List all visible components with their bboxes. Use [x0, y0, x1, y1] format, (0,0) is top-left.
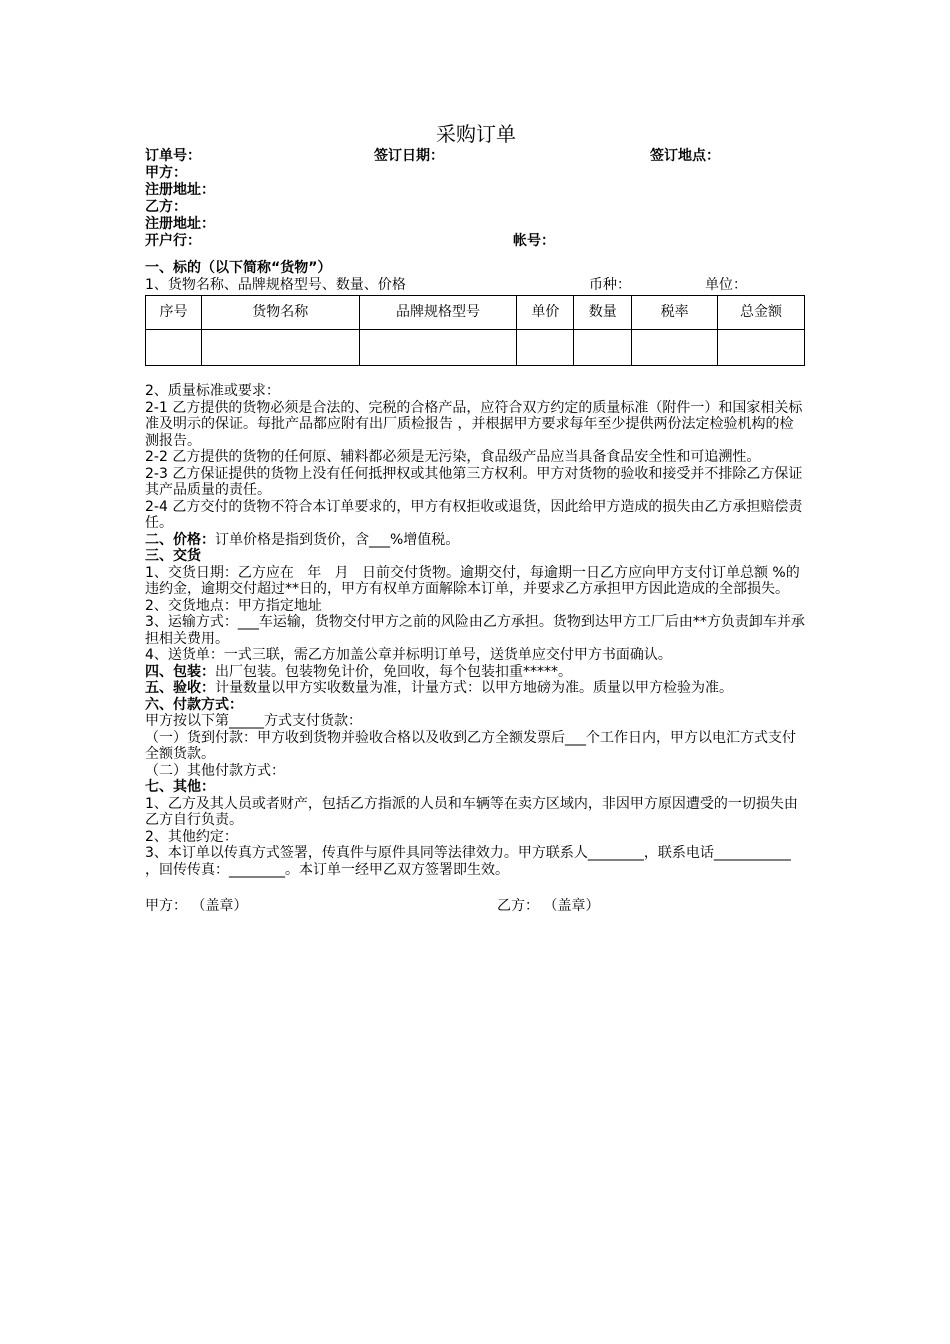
delivery-heading: 三、交货 [145, 548, 201, 564]
unit-label: 单位： [705, 277, 747, 293]
sign-date-label: 签订日期： [374, 148, 444, 164]
party-a-label: 甲方： [145, 165, 187, 181]
payment-option-2: （二）其他付款方式： [145, 762, 285, 779]
price-section [145, 532, 807, 549]
column-header: 货物名称 [201, 296, 359, 330]
sign-place-label: 签订地点： [650, 148, 720, 164]
party-b-label: 乙方： [145, 199, 187, 215]
other-clause-2: 2、其他约定： [145, 828, 238, 845]
table-cell[interactable] [201, 330, 359, 366]
header-row-1 [145, 148, 807, 165]
other-clause-1: 1、乙方及其人员或者财产，包括乙方指派的人员和车辆等在卖方区域内，非因甲方原因遭受的一切损失由乙方自行负责。 [145, 795, 798, 828]
order-no-label: 订单号： [145, 148, 201, 164]
packaging-section [145, 664, 807, 681]
column-header: 总金额 [718, 296, 805, 330]
quality-clause-1: 2-1 乙方提供的货物必须是合法的、完税的合格产品，应符合双方约定的质量标准（附件一）和国家相关标准及明示的保证。每批产品都应附有出厂质检报告 ，并根据甲方要求每年至少提供两份法定检验机构的检测报告。 [145, 399, 803, 449]
quality-clause-3: 2-3 乙方保证提供的货物上没有任何抵押权或其他第三方权利。甲方对货物的验收和接受并不排除乙方保证其产品质量的责任。 [145, 465, 803, 498]
delivery-clause-4: 4、送货单：一式三联，需乙方加盖公章并标明订单号，送货单应交付甲方书面确认。 [145, 647, 672, 663]
table-cell[interactable] [517, 330, 574, 366]
quality-heading: 2、质量标准或要求： [145, 383, 280, 399]
purchase-order-document [145, 120, 807, 916]
column-header: 品牌规格型号 [359, 296, 517, 330]
party-b-signature: 乙方： （盖章） [497, 898, 600, 914]
table-row [146, 330, 805, 366]
quality-clause-2: 2-2 乙方提供的货物的任何原、辅料都必须是无污染，食品级产品应当具备食品安全性和可追溯性。 [145, 449, 761, 465]
table-cell[interactable] [359, 330, 517, 366]
delivery-clause-1: 1、交货日期：乙方应在 年 月 日前交付货物。逾期交付，每逾期一日乙方应向甲方支付订单总额 %的违约金，逾期交付超过**日的，甲方有权单方面解除本订单，并要求乙方承担甲方因此造成的全部损失。 [145, 564, 800, 597]
reg-address-a-label: 注册地址： [145, 182, 215, 198]
payment-heading: 六、付款方式： [145, 696, 243, 713]
reg-address-b-label: 注册地址： [145, 216, 215, 232]
price-text: 订单价格是指到货价，含___%增值税。 [215, 531, 460, 548]
table-cell[interactable] [632, 330, 718, 366]
party-a-signature: 甲方： （盖章） [145, 898, 248, 914]
delivery-clause-3: 3、运输方式：___车运输，货物交付甲方之前的风险由乙方承担。货物到达甲方工厂后由**方负责卸车并承担相关费用。 [145, 614, 805, 647]
delivery-clause-2: 2、交货地点：甲方指定地址 [145, 597, 322, 614]
packaging-text: 出厂包装。包装物免计价，免回收，每个包装扣重*****。 [215, 663, 572, 680]
signature-row [145, 898, 807, 916]
account-label: 帐号： [513, 233, 555, 249]
column-header: 序号 [146, 296, 202, 330]
goods-subheading: 1、货物名称、品牌规格型号、数量、价格 [145, 277, 406, 293]
acceptance-section [145, 680, 807, 697]
column-header: 税率 [632, 296, 718, 330]
acceptance-text: 计量数量以甲方实收数量为准，计量方式：以甲方地磅为准。质量以甲方检验为准。 [215, 680, 733, 696]
table-header-row [146, 296, 805, 330]
page-title: 采购订单 [436, 122, 516, 146]
price-heading: 二、价格： [145, 531, 215, 548]
packaging-heading: 四、包装： [145, 663, 215, 680]
goods-table [145, 295, 805, 366]
section1-heading: 一、标的（以下简称“货物”） [145, 260, 332, 276]
column-header: 数量 [574, 296, 632, 330]
bank-row [145, 233, 807, 250]
column-header: 单价 [517, 296, 574, 330]
quality-clause-4: 2-4 乙方交付的货物不符合本订单要求的，甲方有权拒收或退货，因此给甲方造成的损失由乙方承担赔偿责任。 [145, 498, 803, 531]
table-cell[interactable] [574, 330, 632, 366]
payment-option-1: （一）货到付款：甲方收到货物并验收合格以及收到乙方全额发票后___个工作日内，甲方以电汇方式支付全额货款。 [145, 729, 796, 762]
goods-subheading-row [145, 277, 807, 294]
payment-intro: 甲方按以下第_____方式支付货款： [145, 713, 362, 729]
table-cell[interactable] [718, 330, 805, 366]
other-clause-3: 3、本订单以传真方式签署，传真件与原件具同等法律效力。甲方联系人________，联系电话___________ ，回传传真：________。本订单一经甲乙双方签署即生效。 [145, 845, 796, 878]
other-heading: 七、其他： [145, 779, 215, 795]
currency-label: 币种： [589, 277, 631, 293]
bank-label: 开户行： [145, 233, 201, 249]
acceptance-heading: 五、验收： [145, 680, 215, 696]
table-cell[interactable] [146, 330, 202, 366]
